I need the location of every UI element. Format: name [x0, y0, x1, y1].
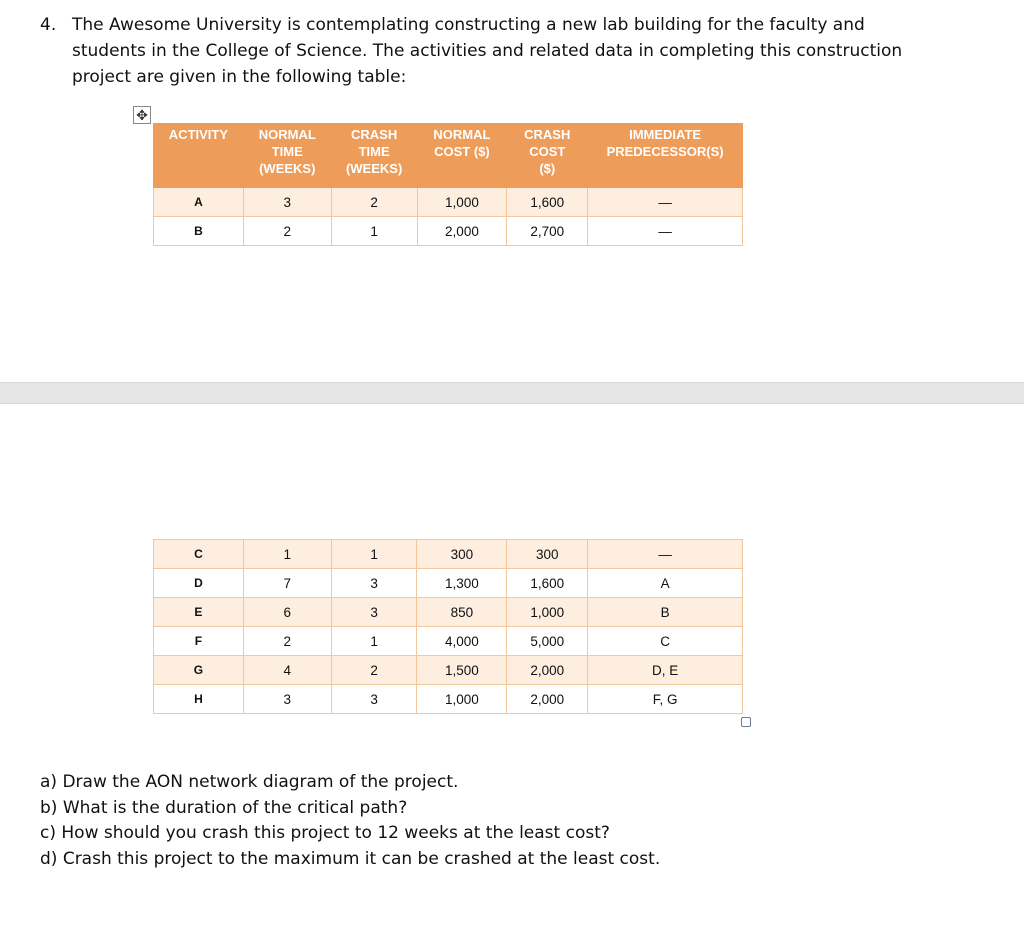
table-cell: 3 — [243, 188, 331, 217]
table-cell: 3 — [331, 685, 417, 714]
table-cell: 2,700 — [507, 217, 588, 246]
question-text: The Awesome University is contemplating constructing a new lab building for the faculty and students in the College of Science. The activities and related data in completing this construction project are given in the following table: — [72, 15, 903, 87]
header-line: COST ($) — [434, 144, 490, 159]
table-cell: 2,000 — [507, 685, 588, 714]
activity-cell: A — [154, 188, 244, 217]
header-line: IMMEDIATE — [629, 127, 702, 142]
table-cell: — — [588, 188, 743, 217]
page-separator — [0, 382, 1024, 404]
table-row — [154, 569, 743, 598]
table-cell: 1,600 — [507, 569, 588, 598]
table-row — [154, 598, 743, 627]
table-cell: 1,000 — [417, 685, 507, 714]
table-cell: 1,500 — [417, 656, 507, 685]
table-cell: 1,300 — [417, 569, 507, 598]
activity-cell: C — [154, 540, 244, 569]
header-line: NORMAL — [433, 127, 491, 142]
table-cell: — — [588, 217, 743, 246]
question-parts — [40, 770, 660, 872]
table-cell: 1 — [243, 540, 331, 569]
header-line: COST — [529, 144, 566, 159]
table-cell: 2 — [243, 217, 331, 246]
header-line: PREDECESSOR(S) — [606, 144, 724, 159]
header-line: CRASH — [350, 127, 398, 142]
table-header-row — [154, 124, 743, 188]
activity-cell: G — [154, 656, 244, 685]
table-cell: 1 — [331, 627, 417, 656]
table-cell: C — [588, 627, 743, 656]
table-cell: 3 — [331, 569, 417, 598]
table-cell: 3 — [243, 685, 331, 714]
table-cell: F, G — [588, 685, 743, 714]
table-cell: B — [588, 598, 743, 627]
table-cell: 2,000 — [417, 217, 507, 246]
move-arrows-icon[interactable]: ✥ — [133, 106, 151, 124]
table-cell: 6 — [243, 598, 331, 627]
table-header-cell — [243, 124, 331, 188]
table-cell: 4,000 — [417, 627, 507, 656]
activity-table-top — [153, 123, 743, 246]
header-line: ACTIVITY — [168, 127, 229, 142]
table-cell: 2 — [331, 188, 417, 217]
header-line: (WEEKS) — [345, 161, 403, 176]
header-line: (WEEKS) — [259, 161, 316, 176]
table-cell: A — [588, 569, 743, 598]
table-row — [154, 627, 743, 656]
table-header-cell — [331, 124, 417, 188]
table-cell: 3 — [331, 598, 417, 627]
table-cell: 7 — [243, 569, 331, 598]
table-cell: 2,000 — [507, 656, 588, 685]
activity-cell: F — [154, 627, 244, 656]
table-cell: 300 — [417, 540, 507, 569]
header-line: CRASH — [524, 127, 571, 142]
table-cell: 4 — [243, 656, 331, 685]
table-cell: D, E — [588, 656, 743, 685]
table-cell: 1,000 — [417, 188, 507, 217]
table-cell: 1 — [331, 217, 417, 246]
table-cell: 2 — [331, 656, 417, 685]
question-block — [40, 12, 910, 90]
table-row — [154, 685, 743, 714]
part-a: a) Draw the AON network diagram of the project. — [40, 772, 459, 792]
table-header-cell — [417, 124, 507, 188]
table-cell: 1,600 — [507, 188, 588, 217]
activity-cell: E — [154, 598, 244, 627]
activity-cell: B — [154, 217, 244, 246]
part-d: d) Crash this project to the maximum it can be crashed at the least cost. — [40, 848, 661, 869]
table-cell: 1,000 — [507, 598, 588, 627]
table-cell: 2 — [243, 627, 331, 656]
table-cell: 1 — [331, 540, 417, 569]
part-b: b) What is the duration of the critical path? — [40, 797, 408, 818]
table-header-cell — [507, 124, 588, 188]
table-cell: 5,000 — [507, 627, 588, 656]
activity-table-bottom — [153, 539, 743, 714]
resize-handle[interactable] — [741, 717, 751, 727]
header-line: ($) — [539, 161, 556, 176]
activity-cell: D — [154, 569, 244, 598]
activity-cell: H — [154, 685, 244, 714]
table-row — [154, 217, 743, 246]
table-row — [154, 188, 743, 217]
table-row — [154, 656, 743, 685]
table-cell: — — [588, 540, 743, 569]
table-cell: 850 — [417, 598, 507, 627]
header-line: TIME — [358, 144, 390, 159]
table-header-cell — [588, 124, 743, 188]
header-line: TIME — [271, 144, 303, 159]
table-header-cell — [154, 124, 244, 188]
part-c: c) How should you crash this project to 12 weeks at the least cost? — [40, 823, 610, 843]
table-row — [154, 540, 743, 569]
table-cell: 300 — [507, 540, 588, 569]
question-number: 4. — [40, 15, 57, 35]
header-line: NORMAL — [258, 127, 316, 142]
